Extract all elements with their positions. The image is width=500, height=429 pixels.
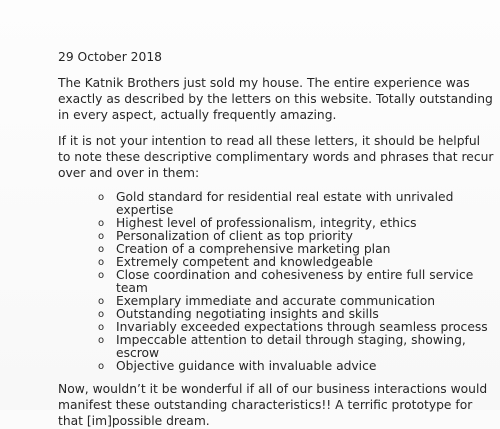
bullet-icon: o: [98, 244, 105, 255]
list-item: o Objective guidance with invaluable advice: [98, 359, 377, 373]
bullet-icon: o: [98, 192, 105, 203]
bullet-icon: o: [98, 309, 105, 320]
list-item: o Impeccable attention to detail through staging, showing, escrow: [98, 333, 466, 360]
list-item: o Close coordination and cohesiveness by entire full service team: [98, 268, 474, 295]
list-item: o Highest level of professionalism, integrity, ethics: [98, 216, 417, 230]
letter-date: 29 October 2018: [58, 50, 162, 64]
lead-in-paragraph: If it is not your intention to read all these letters, it should be helpful to note these descriptive complimentary words and phrases that recur over and over in them:: [58, 134, 494, 180]
list-item: o Personalization of client as top priority: [98, 229, 353, 243]
bullet-icon: o: [98, 322, 105, 333]
praise-list: [58, 191, 494, 373]
list-item: o Invariably exceeded expectations through seamless process: [98, 320, 488, 334]
intro-paragraph: The Katnik Brothers just sold my house. The entire experience was exactly as described by the letters on this website. Totally outstanding in every aspect, actually frequently amazing.: [58, 76, 493, 122]
list-item: o Extremely competent and knowledgeable: [98, 255, 373, 269]
list-item: o Creation of a comprehensive marketing plan: [98, 242, 391, 256]
letter-body: [58, 49, 494, 429]
closing-paragraph: Now, wouldn’t it be wonderful if all of our business interactions would manifest these outstanding characteristics!! A terrific prototype for that [im]possible dream.: [58, 382, 488, 428]
bullet-icon: o: [98, 257, 105, 268]
bullet-icon: o: [98, 231, 105, 242]
bullet-icon: o: [98, 361, 105, 372]
bullet-icon: o: [98, 270, 105, 281]
bullet-icon: o: [98, 296, 105, 307]
bullet-icon: o: [98, 335, 105, 346]
bullet-icon: o: [98, 218, 105, 229]
list-item: o Gold standard for residential real estate with unrivaled expertise: [98, 190, 454, 217]
list-item: o Exemplary immediate and accurate communication: [98, 294, 436, 308]
list-item: o Outstanding negotiating insights and skills: [98, 307, 379, 321]
